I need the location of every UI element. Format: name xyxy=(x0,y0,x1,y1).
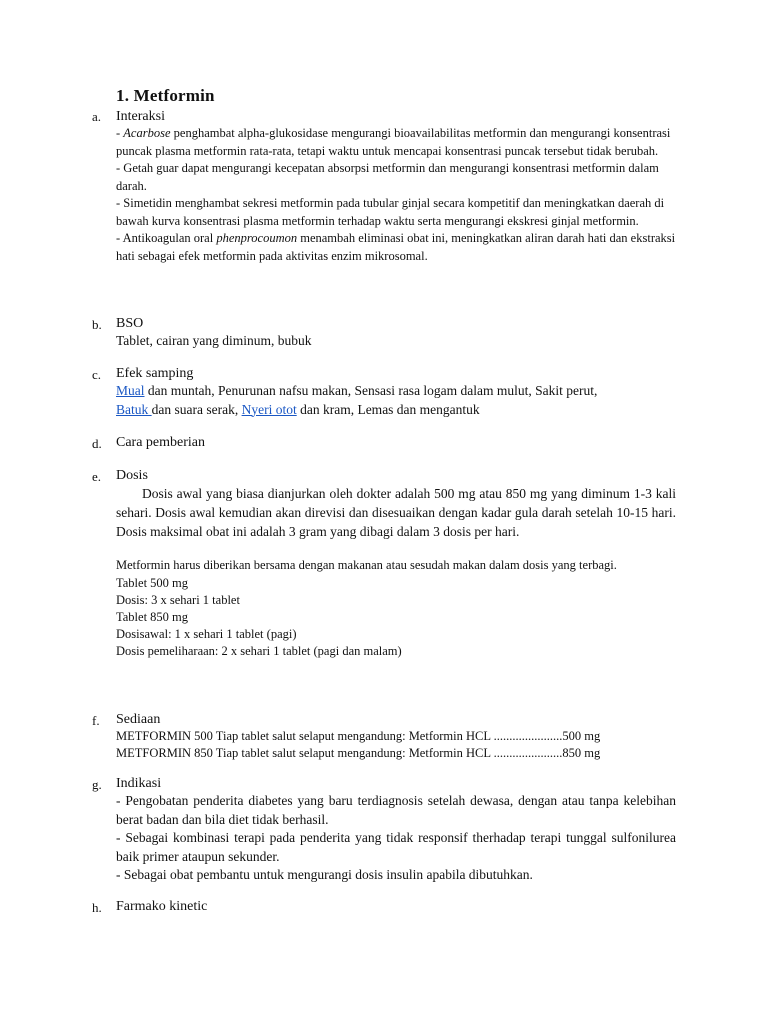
dash: - xyxy=(116,126,124,140)
link-batuk[interactable]: Batuk xyxy=(116,401,152,417)
interaction-getah-guar: - Getah guar dapat mengurangi kecepatan absorpsi metformin dan mengurangi konsentrasi metformin dalam darah. xyxy=(116,161,659,193)
interaction-acarbose xyxy=(116,125,676,160)
list-marker-f: f. xyxy=(92,713,100,728)
drug-name-acarbose: Acarbose xyxy=(123,126,171,140)
dosage-line: Tablet 500 mg xyxy=(116,575,189,590)
preparation-lines xyxy=(116,728,676,762)
section-heading-farmako-kinetic: Farmako kinetic xyxy=(116,899,208,914)
list-marker-a: a. xyxy=(92,109,102,124)
bso-text: Tablet, cairan yang diminum, bubuk xyxy=(116,333,312,348)
section-heading-efek-samping: Efek samping xyxy=(116,366,194,381)
page-title: 1. Metformin xyxy=(116,86,215,105)
section-heading-dosis: Dosis xyxy=(116,468,148,483)
section-cara-pemberian xyxy=(116,434,676,451)
side-effects-part: dan kram, Lemas dan mengantuk xyxy=(296,401,480,417)
link-nyeri-otot[interactable]: Nyeri otot xyxy=(241,401,297,417)
dosage-line: Dosis pemeliharaan: 2 x sehari 1 tablet (pagi dan malam) xyxy=(116,643,402,658)
list-marker-d: d. xyxy=(92,436,102,451)
indication-1: - Pengobatan penderita diabetes yang baru terdiagnosis setelah dewasa, dengan atau tanpa kelebihan berat badan dan bila diet tidak berhasil. xyxy=(116,793,676,827)
preparation-line: METFORMIN 850 Tiap tablet salut selaput mengandung: Metformin HCL ......................850 mg xyxy=(116,746,601,760)
dosage-paragraph: Dosis awal yang biasa dianjurkan oleh dokter adalah 500 mg atau 850 mg yang diminum 1-3 kali sehari. Dosis awal kemudian akan direvisi dan disesuaikan dengan kadar gula darah setelah 10-15 hari. Dosis maksimal obat ini adalah 3 gram yang dibagi dalam 3 dosis per hari. xyxy=(116,486,676,539)
section-indikasi xyxy=(116,775,676,885)
interaction-text: penghambat alpha-glukosidase mengurangi bioavailabilitas metformin dan mengurangi konsentrasi puncak plasma metformin rata-rata, tetapi waktu untuk mencapai konsentrasi puncak tersebut tidak berubah. xyxy=(116,126,671,158)
section-heading-sediaan: Sediaan xyxy=(116,712,161,727)
list-marker-e: e. xyxy=(92,469,102,484)
section-bso xyxy=(116,315,676,351)
interaction-simetidin: - Simetidin menghambat sekresi metformin pada tubular ginjal secara kompetitif dan meningkatkan daerah di bawah kurva konsentrasi plasma metformin terhadap waktu serta mengurangi ekskresi ginjal metformin. xyxy=(116,196,665,228)
section-heading-indikasi: Indikasi xyxy=(116,776,162,791)
section-efek-samping xyxy=(116,365,676,419)
section-interaksi xyxy=(116,108,676,265)
dosage-lines xyxy=(116,575,676,660)
section-heading-cara-pemberian: Cara pemberian xyxy=(116,435,206,450)
list-marker-h: h. xyxy=(92,900,102,915)
section-heading-interaksi: Interaksi xyxy=(116,109,165,124)
interaction-text: - Antikoagulan oral xyxy=(116,231,217,245)
section-farmako-kinetic xyxy=(116,898,676,915)
list-marker-c: c. xyxy=(92,367,102,382)
section-heading-bso: BSO xyxy=(116,316,144,331)
list-marker-g: g. xyxy=(92,777,102,792)
list-marker-b: b. xyxy=(92,317,102,332)
side-effects-text xyxy=(116,382,676,419)
section-dosis xyxy=(116,467,676,660)
dosage-line: Dosisawal: 1 x sehari 1 tablet (pagi) xyxy=(116,626,297,641)
link-mual[interactable]: Mual xyxy=(116,383,145,398)
preparation-line: METFORMIN 500 Tiap tablet salut selaput mengandung: Metformin HCL ......................500 mg xyxy=(116,729,601,743)
section-sediaan xyxy=(116,711,676,762)
side-effects-part: dan suara serak, xyxy=(151,401,242,417)
indication-3: - Sebagai obat pembantu untuk mengurangi dosis insulin apabila dibutuhkan. xyxy=(116,867,533,882)
dosage-line: Tablet 850 mg xyxy=(116,609,189,624)
interaction-antikoagulan xyxy=(116,230,676,265)
indication-2: - Sebagai kombinasi terapi pada penderita yang tidak responsif therhadap terapi tunggal sulfonilurea baik primer ataupun sekunder. xyxy=(116,830,676,864)
dosage-note: Metformin harus diberikan bersama dengan makanan atau sesudah makan dalam dosis yang terbagi. xyxy=(116,558,617,572)
dosage-line: Dosis: 3 x sehari 1 tablet xyxy=(116,592,240,607)
side-effects-part: dan muntah, Penurunan nafsu makan, Sensasi rasa logam dalam mulut, Sakit perut, xyxy=(144,383,598,398)
drug-name-phenprocoumon: phenprocoumon xyxy=(216,231,298,245)
interaction-text: menambah eliminasi obat ini, meningkatkan aliran darah hati dan ekstraksi hati sebagai efek metformin pada aktivitas enzim mikrosomal. xyxy=(116,231,676,263)
